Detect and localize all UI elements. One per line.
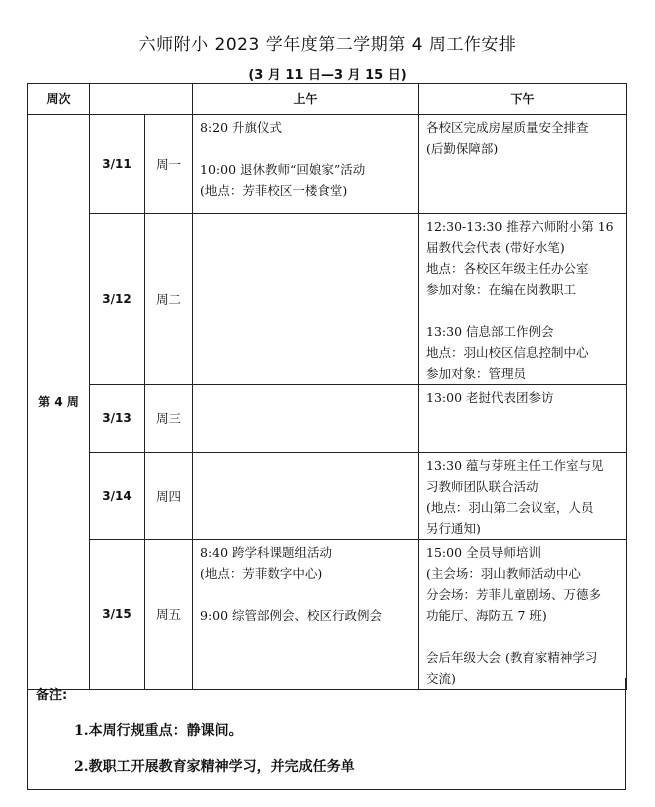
cell-line: 13:00 老挝代表团参访 — [426, 390, 554, 405]
afternoon-cell — [419, 115, 627, 214]
cell-line: 地点：各校区年级主任办公室 — [426, 261, 589, 276]
cell-line: 15:00 全员导师培训 — [426, 545, 541, 560]
table-row — [28, 453, 627, 540]
schedule-table — [27, 83, 627, 690]
afternoon-cell — [419, 453, 627, 540]
cell-line: 8:40 跨学科课题组活动 — [200, 545, 333, 560]
cell-line: (主会场：羽山教师活动中心 — [426, 566, 581, 581]
cell-line: 各校区完成房屋质量安全排查 — [426, 120, 589, 135]
cell-line: 分会场：芳菲儿童剧场、万德多 — [426, 587, 602, 602]
cell-line: 地点：羽山校区信息控制中心 — [426, 345, 589, 360]
morning-cell — [193, 214, 419, 385]
notes-box — [27, 678, 626, 790]
cell-line: 另行通知) — [426, 521, 481, 536]
header-row — [28, 84, 627, 115]
row-day: 周三 — [145, 385, 193, 453]
cell-line: 12:30-13:30 推荐六师附小第 16 — [426, 219, 614, 234]
header-morning: 上午 — [193, 84, 419, 115]
row-day: 周一 — [145, 115, 193, 214]
cell-line: (地点：芳菲校区一楼食堂) — [200, 183, 348, 198]
note-item: 2.教职工开展教育家精神学习，并完成任务单 — [74, 759, 355, 775]
row-date: 3/15 — [90, 540, 145, 690]
cell-line: (地点：羽山第二会议室，人员 — [426, 500, 594, 515]
morning-cell — [193, 115, 419, 214]
cell-line: 参加对象：在编在岗教职工 — [426, 282, 577, 297]
row-day: 周二 — [145, 214, 193, 385]
afternoon-cell — [419, 385, 627, 453]
week-label: 第 4 周 — [28, 115, 90, 690]
cell-line: (地点：芳菲数字中心) — [200, 566, 323, 581]
cell-line: 13:30 蕴与芽班主任工作室与见 — [426, 458, 604, 473]
cell-line: 参加对象：管理员 — [426, 366, 527, 381]
notes-label: 备注: — [36, 688, 68, 703]
cell-line: 13:30 信息部工作例会 — [426, 324, 554, 339]
cell-line: 10:00 退休教师“回娘家”活动 — [200, 162, 366, 177]
page-title: 六师附小 2023 学年度第二学期第 4 周工作安排 — [138, 35, 517, 55]
cell-line: 届教代会代表 (带好水笔) — [426, 240, 565, 255]
cell-line: 功能厅、海防五 7 班) — [426, 608, 547, 623]
date-range: (3 月 11 日—3 月 15 日) — [248, 68, 407, 83]
header-date-blank — [90, 84, 193, 115]
row-date: 3/14 — [90, 453, 145, 540]
morning-cell — [193, 385, 419, 453]
table-row — [28, 540, 627, 690]
row-day: 周四 — [145, 453, 193, 540]
table-row — [28, 385, 627, 453]
header-week: 周次 — [28, 84, 90, 115]
afternoon-cell — [419, 214, 627, 385]
cell-line: 会后年级大会 (教育家精神学习 — [426, 650, 598, 665]
row-date: 3/12 — [90, 214, 145, 385]
cell-line: 9:00 综管部例会、校区行政例会 — [200, 608, 383, 623]
table-row — [28, 115, 627, 214]
cell-line: (后勤保障部) — [426, 141, 499, 156]
cell-line: 习教师团队联合活动 — [426, 479, 539, 494]
row-date: 3/11 — [90, 115, 145, 214]
note-item: 1.本周行规重点：静课间。 — [74, 723, 243, 739]
row-day: 周五 — [145, 540, 193, 690]
cell-line: 交流) — [426, 671, 456, 686]
cell-line: 8:20 升旗仪式 — [200, 120, 283, 135]
afternoon-cell — [419, 540, 627, 690]
row-date: 3/13 — [90, 385, 145, 453]
table-row — [28, 214, 627, 385]
morning-cell — [193, 540, 419, 690]
morning-cell — [193, 453, 419, 540]
header-afternoon: 下午 — [419, 84, 627, 115]
